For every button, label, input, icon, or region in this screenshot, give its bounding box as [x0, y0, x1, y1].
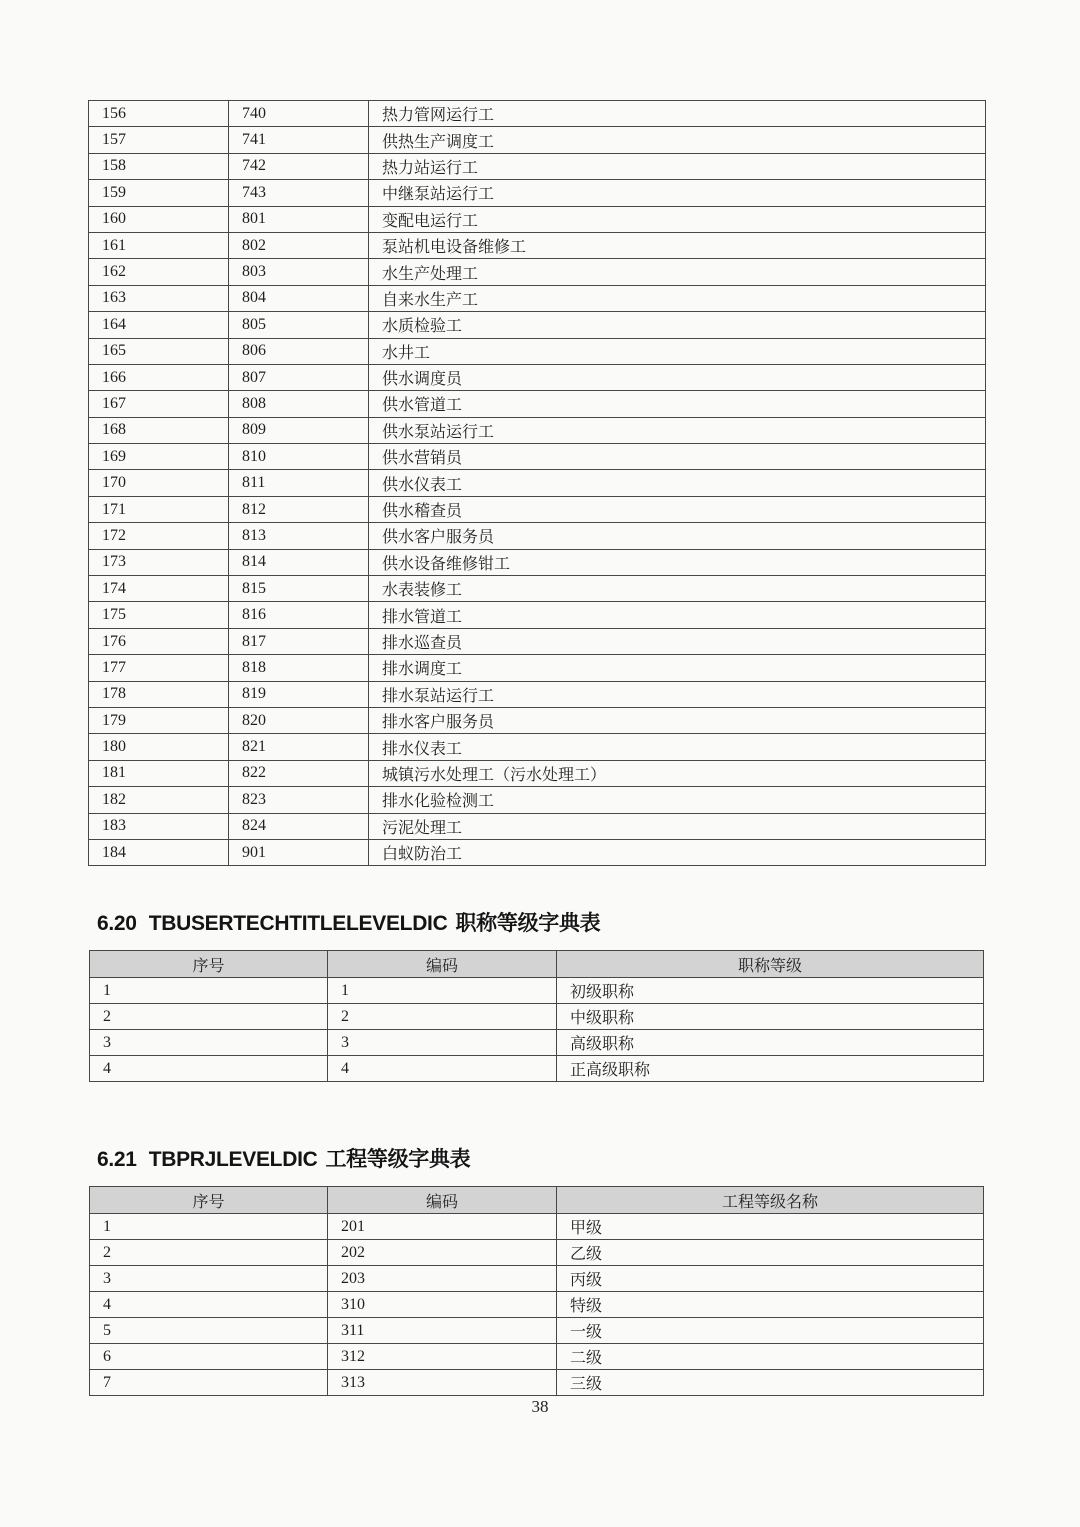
table-cell: 163	[89, 285, 229, 311]
table-cell: 160	[89, 206, 229, 232]
table-cell: 供热生产调度工	[369, 127, 986, 153]
table-cell: 810	[229, 444, 369, 470]
table-cell: 820	[229, 707, 369, 733]
project-level-dictionary-table	[89, 1186, 984, 1396]
table-cell: 变配电运行工	[369, 206, 986, 232]
column-header: 编码	[328, 1187, 557, 1214]
table-cell: 741	[229, 127, 369, 153]
table-row	[89, 232, 986, 258]
table-header	[90, 1187, 984, 1214]
table-cell: 乙级	[557, 1240, 984, 1266]
table-cell: 2	[328, 1004, 557, 1030]
table-row	[90, 1214, 984, 1240]
table-cell: 供水客户服务员	[369, 523, 986, 549]
table-row	[89, 101, 986, 127]
table-cell: 二级	[557, 1344, 984, 1370]
table-cell: 162	[89, 259, 229, 285]
table-cell: 6	[90, 1344, 328, 1370]
table-cell: 183	[89, 813, 229, 839]
table-cell: 823	[229, 787, 369, 813]
table-cell: 4	[328, 1056, 557, 1082]
table-row	[90, 978, 984, 1004]
section-number: 6.21	[97, 1148, 137, 1171]
table-row	[90, 1292, 984, 1318]
table-cell: 供水管道工	[369, 391, 986, 417]
table-cell: 175	[89, 602, 229, 628]
table-cell: 供水设备维修钳工	[369, 549, 986, 575]
occupation-table-body	[89, 101, 986, 866]
table-cell: 污泥处理工	[369, 813, 986, 839]
table-cell: 2	[90, 1004, 328, 1030]
table-cell: 203	[328, 1266, 557, 1292]
table-cell: 176	[89, 628, 229, 654]
table-header	[90, 951, 984, 978]
table-cell: 312	[328, 1344, 557, 1370]
table-cell: 3	[328, 1030, 557, 1056]
table-cell: 172	[89, 523, 229, 549]
project-level-table-body	[90, 1214, 984, 1396]
table-cell: 特级	[557, 1292, 984, 1318]
table-cell: 排水仪表工	[369, 734, 986, 760]
table-row	[89, 470, 986, 496]
table-cell: 169	[89, 444, 229, 470]
table-cell: 816	[229, 602, 369, 628]
table-row	[89, 391, 986, 417]
table-cell: 水生产处理工	[369, 259, 986, 285]
table-cell: 157	[89, 127, 229, 153]
table-cell: 2	[90, 1240, 328, 1266]
table-cell: 1	[90, 1214, 328, 1240]
table-cell: 901	[229, 839, 369, 865]
table-cell: 821	[229, 734, 369, 760]
table-cell: 排水客户服务员	[369, 707, 986, 733]
table-cell: 818	[229, 655, 369, 681]
table-row	[90, 1004, 984, 1030]
table-cell: 184	[89, 839, 229, 865]
table-cell: 824	[229, 813, 369, 839]
table-row	[89, 760, 986, 786]
table-row	[89, 312, 986, 338]
table-row	[89, 417, 986, 443]
table-row	[89, 523, 986, 549]
table-cell: 158	[89, 153, 229, 179]
table-row	[89, 681, 986, 707]
table-cell: 815	[229, 576, 369, 602]
section-number: 6.20	[97, 912, 137, 935]
table-cell: 三级	[557, 1370, 984, 1396]
table-row	[90, 1240, 984, 1266]
table-cell: 177	[89, 655, 229, 681]
table-cell: 泵站机电设备维修工	[369, 232, 986, 258]
table-cell: 排水管道工	[369, 602, 986, 628]
section-title-chinese: 职称等级字典表	[455, 912, 601, 935]
table-row	[89, 206, 986, 232]
table-cell: 城镇污水处理工（污水处理工）	[369, 760, 986, 786]
table-cell: 中级职称	[557, 1004, 984, 1030]
table-cell: 排水泵站运行工	[369, 681, 986, 707]
table-cell: 174	[89, 576, 229, 602]
table-cell: 809	[229, 417, 369, 443]
table-cell: 7	[90, 1370, 328, 1396]
table-cell: 168	[89, 417, 229, 443]
table-cell: 811	[229, 470, 369, 496]
table-row	[89, 338, 986, 364]
table-cell: 水表装修工	[369, 576, 986, 602]
table-cell: 排水调度工	[369, 655, 986, 681]
table-cell: 803	[229, 259, 369, 285]
table-row	[90, 1344, 984, 1370]
table-cell: 高级职称	[557, 1030, 984, 1056]
table-cell: 甲级	[557, 1214, 984, 1240]
table-cell: 801	[229, 206, 369, 232]
table-cell: 202	[328, 1240, 557, 1266]
table-cell: 164	[89, 312, 229, 338]
table-cell: 3	[90, 1266, 328, 1292]
table-cell: 804	[229, 285, 369, 311]
table-cell: 167	[89, 391, 229, 417]
column-header: 序号	[90, 1187, 328, 1214]
table-cell: 812	[229, 496, 369, 522]
table-row	[89, 444, 986, 470]
table-cell: 182	[89, 787, 229, 813]
table-cell: 水井工	[369, 338, 986, 364]
table-cell: 供水营销员	[369, 444, 986, 470]
table-header-row	[90, 1187, 984, 1214]
section-heading-6-21	[97, 1143, 470, 1173]
table-row	[89, 259, 986, 285]
table-cell: 817	[229, 628, 369, 654]
table-cell: 814	[229, 549, 369, 575]
table-cell: 白蚁防治工	[369, 839, 986, 865]
table-cell: 排水化验检测工	[369, 787, 986, 813]
table-cell: 3	[90, 1030, 328, 1056]
table-cell: 743	[229, 180, 369, 206]
table-row	[90, 1266, 984, 1292]
table-cell: 4	[90, 1292, 328, 1318]
table-row	[89, 734, 986, 760]
table-cell: 808	[229, 391, 369, 417]
table-row	[89, 127, 986, 153]
page-number: 38	[531, 1397, 549, 1416]
table-row	[89, 655, 986, 681]
occupation-dictionary-table-continued	[88, 100, 986, 866]
table-row	[90, 1370, 984, 1396]
table-cell: 201	[328, 1214, 557, 1240]
table-cell: 166	[89, 364, 229, 390]
table-cell: 181	[89, 760, 229, 786]
table-row	[90, 1056, 984, 1082]
table-cell: 1	[328, 978, 557, 1004]
table-cell: 819	[229, 681, 369, 707]
table-row	[90, 1030, 984, 1056]
table-cell: 热力站运行工	[369, 153, 986, 179]
tech-title-table-body	[90, 978, 984, 1082]
table-cell: 初级职称	[557, 978, 984, 1004]
table-cell: 807	[229, 364, 369, 390]
table-row	[89, 602, 986, 628]
table-cell: 正高级职称	[557, 1056, 984, 1082]
table-cell: 178	[89, 681, 229, 707]
table-cell: 740	[229, 101, 369, 127]
table-cell: 供水仪表工	[369, 470, 986, 496]
table-header-row	[90, 951, 984, 978]
table-cell: 173	[89, 549, 229, 575]
table-row	[89, 707, 986, 733]
table-cell: 171	[89, 496, 229, 522]
table-row	[89, 549, 986, 575]
table-cell: 自来水生产工	[369, 285, 986, 311]
table-row	[89, 813, 986, 839]
table-cell: 180	[89, 734, 229, 760]
table-cell: 179	[89, 707, 229, 733]
table-row	[89, 576, 986, 602]
table-cell: 310	[328, 1292, 557, 1318]
table-cell: 4	[90, 1056, 328, 1082]
column-header: 职称等级	[557, 951, 984, 978]
table-row	[89, 153, 986, 179]
table-cell: 161	[89, 232, 229, 258]
table-cell: 供水稽查员	[369, 496, 986, 522]
section-table-code: TBUSERTECHTITLELEVELDIC	[148, 912, 448, 935]
column-header: 序号	[90, 951, 328, 978]
table-cell: 311	[328, 1318, 557, 1344]
column-header: 工程等级名称	[557, 1187, 984, 1214]
table-row	[89, 787, 986, 813]
table-cell: 813	[229, 523, 369, 549]
table-cell: 供水泵站运行工	[369, 417, 986, 443]
table-row	[89, 364, 986, 390]
table-cell: 5	[90, 1318, 328, 1344]
table-row	[89, 839, 986, 865]
tech-title-level-dictionary-table	[89, 950, 984, 1082]
section-heading-6-20	[97, 907, 600, 937]
table-cell: 805	[229, 312, 369, 338]
table-cell: 806	[229, 338, 369, 364]
table-cell: 802	[229, 232, 369, 258]
table-row	[89, 496, 986, 522]
column-header: 编码	[328, 951, 557, 978]
table-row	[89, 180, 986, 206]
table-cell: 热力管网运行工	[369, 101, 986, 127]
table-row	[89, 628, 986, 654]
table-cell: 1	[90, 978, 328, 1004]
section-table-code: TBPRJLEVELDIC	[148, 1148, 318, 1171]
table-cell: 822	[229, 760, 369, 786]
table-cell: 159	[89, 180, 229, 206]
table-cell: 742	[229, 153, 369, 179]
table-cell: 一级	[557, 1318, 984, 1344]
table-row	[90, 1318, 984, 1344]
table-row	[89, 285, 986, 311]
table-cell: 水质检验工	[369, 312, 986, 338]
table-cell: 156	[89, 101, 229, 127]
table-cell: 排水巡查员	[369, 628, 986, 654]
table-cell: 170	[89, 470, 229, 496]
table-cell: 中继泵站运行工	[369, 180, 986, 206]
section-title-chinese: 工程等级字典表	[325, 1148, 471, 1171]
table-cell: 丙级	[557, 1266, 984, 1292]
table-cell: 313	[328, 1370, 557, 1396]
table-cell: 165	[89, 338, 229, 364]
table-cell: 供水调度员	[369, 364, 986, 390]
